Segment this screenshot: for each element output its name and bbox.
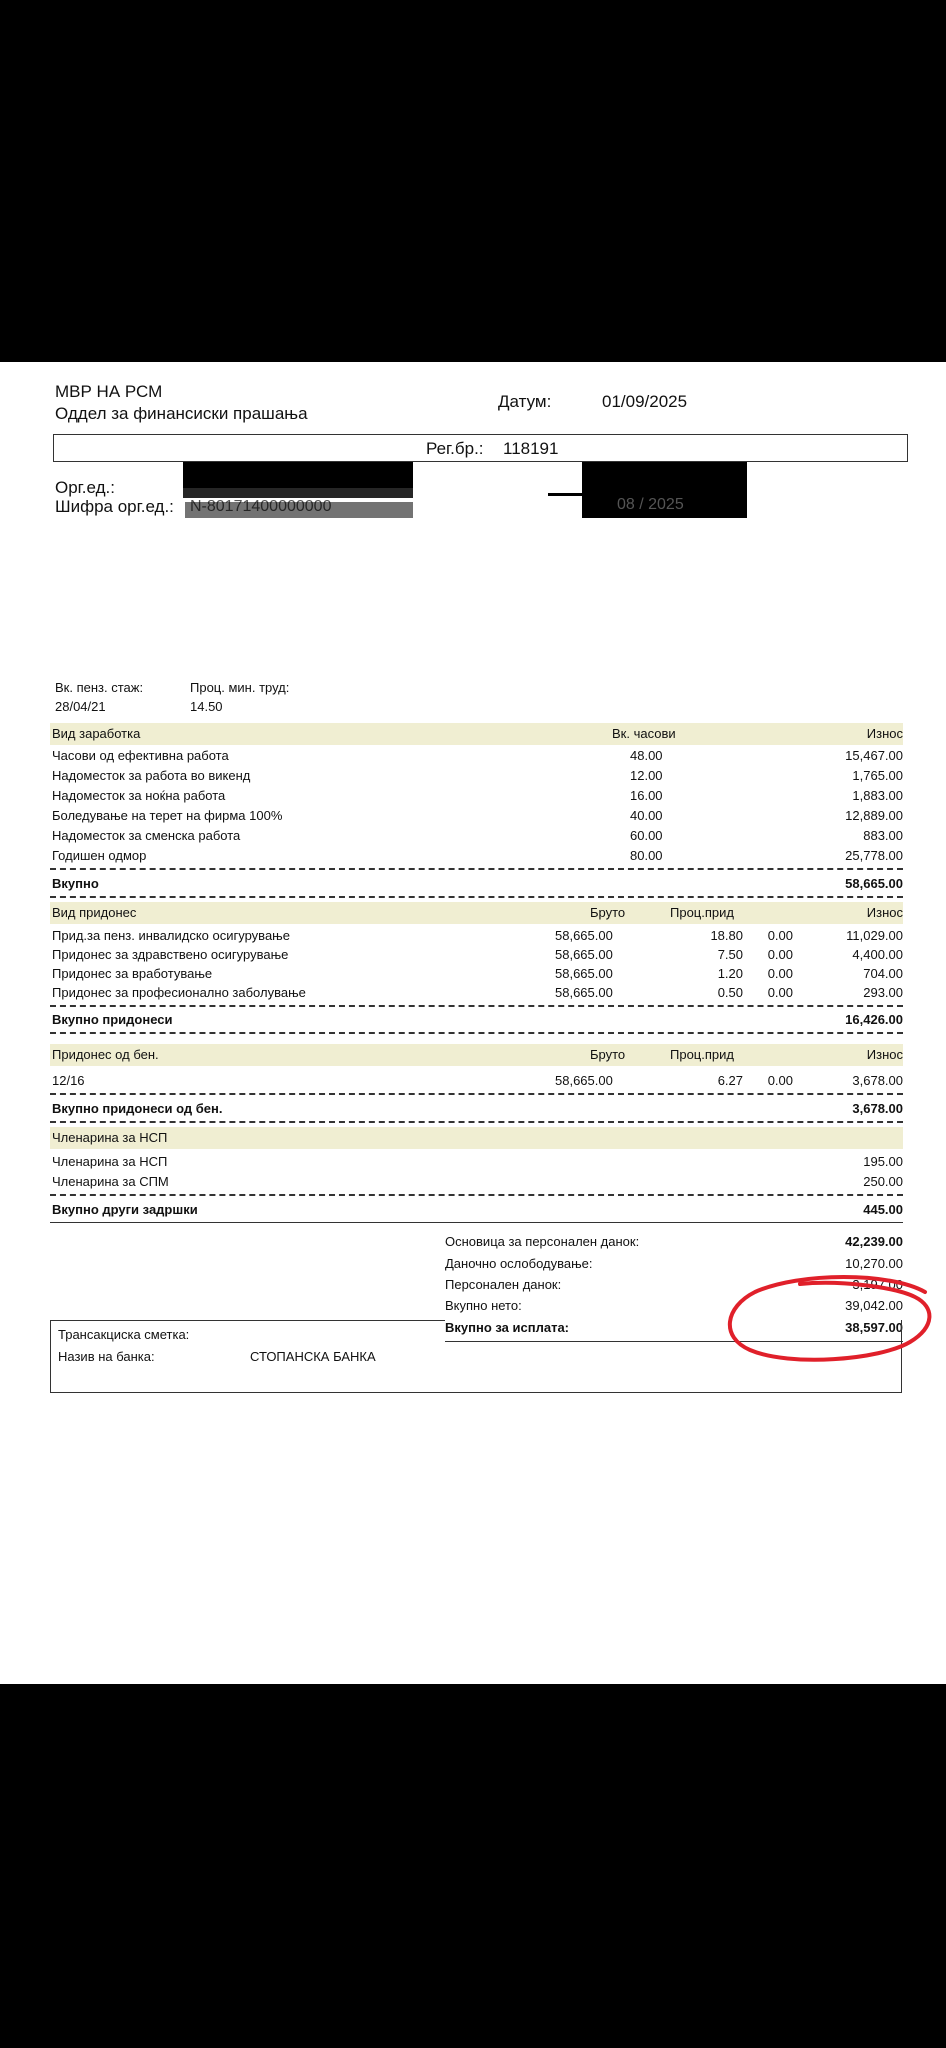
row-zero: 0.00: [767, 928, 793, 943]
table-row: [50, 808, 903, 826]
summary-value: 3,197.00: [852, 1277, 903, 1292]
col-bruto: Бруто: [590, 905, 626, 920]
col-proc: Проц.прид: [670, 905, 734, 920]
divider: [50, 868, 903, 870]
row-label: Придонес за професионално заболување: [52, 985, 306, 1000]
reg-label: Рег.бр.:: [426, 439, 484, 458]
divider: [50, 896, 903, 898]
row-zero: 0.00: [767, 985, 793, 1000]
row-label: Членарина за СПМ: [52, 1174, 169, 1189]
contributions-header-row: [50, 905, 903, 923]
total-value: 58,665.00: [845, 876, 903, 891]
summary-label: Основица за персонален данок:: [445, 1234, 640, 1249]
benefit-header-row: [50, 1047, 903, 1065]
table-row: [50, 928, 903, 946]
row-label: Надоместок за ноќна работа: [52, 788, 226, 803]
divider: [50, 1121, 903, 1123]
total-row: [50, 1012, 903, 1030]
reg-value: 118191: [503, 439, 559, 458]
table-row: [50, 985, 903, 1003]
row-label: 12/16: [52, 1073, 85, 1088]
membership-header-row: [50, 1130, 903, 1148]
org-unit-label: Орг.ед.:: [55, 478, 115, 497]
total-value: 445.00: [863, 1202, 903, 1217]
period-value: 08 / 2025: [617, 496, 684, 513]
row-amount: 704.00: [863, 966, 903, 981]
row-bruto: 58,665.00: [555, 966, 613, 981]
summary-value: 10,270.00: [845, 1256, 903, 1271]
row-amount: 12,889.00: [845, 808, 903, 823]
row-hours: 12.00: [630, 768, 663, 783]
row-proc: 1.20: [717, 966, 743, 981]
total-row: [50, 876, 903, 894]
summary-value: 42,239.00: [845, 1234, 903, 1249]
total-label: Вкупно други задршки: [52, 1202, 198, 1217]
table-row: [50, 966, 903, 984]
total-row: [50, 1202, 903, 1220]
bank-label: Назив на банка:: [58, 1349, 155, 1364]
table-row: [50, 1154, 903, 1172]
total-row: [50, 1101, 903, 1119]
summary-label: Вкупно нето:: [445, 1298, 522, 1313]
col-bruto: Бруто: [590, 1047, 626, 1062]
proc-value: 14.50: [190, 699, 223, 714]
row-hours: 16.00: [630, 788, 663, 803]
row-label: Надоместок за сменска работа: [52, 828, 241, 843]
row-label: Придонес за вработување: [52, 966, 213, 981]
row-amount: 11,029.00: [846, 928, 903, 943]
col-amount: Износ: [866, 1047, 903, 1062]
divider: [50, 1093, 903, 1095]
payslip-document: [0, 362, 946, 1684]
row-hours: 40.00: [630, 808, 663, 823]
summary-label: Даночно ослободување:: [445, 1256, 593, 1271]
row-proc: 7.50: [717, 947, 743, 962]
date-value: 01/09/2025: [602, 392, 688, 411]
row-zero: 0.00: [767, 966, 793, 981]
row-amount: 195.00: [863, 1154, 903, 1169]
summary-value: 39,042.00: [845, 1298, 903, 1313]
row-amount: 293.00: [863, 985, 903, 1000]
row-amount: 15,467.00: [845, 748, 903, 763]
row-bruto: 58,665.00: [555, 1073, 613, 1088]
col-amount: Износ: [866, 905, 903, 920]
col-amount: Износ: [866, 726, 903, 741]
row-label: Прид.за пенз. инвалидско осигурување: [52, 928, 290, 943]
table-row: [50, 848, 903, 866]
row-label: Годишен одмор: [52, 848, 147, 863]
summary-value: 38,597.00: [845, 1320, 903, 1335]
pension-value: 28/04/21: [55, 699, 106, 714]
account-label: Трансакциска сметка:: [58, 1327, 190, 1342]
row-proc: 6.27: [717, 1073, 743, 1088]
row-bruto: 58,665.00: [555, 928, 613, 943]
total-value: 16,426.00: [845, 1012, 903, 1027]
table-row: [50, 828, 903, 846]
pension-label: Вк. пенз. стаж:: [55, 680, 144, 695]
col-type: Вид заработка: [52, 726, 141, 741]
divider: [50, 1320, 445, 1321]
org-code-label: Шифра орг.ед.:: [55, 497, 174, 516]
divider: [50, 1032, 903, 1034]
redaction-block: [185, 502, 413, 518]
row-zero: 0.00: [767, 1073, 793, 1088]
table-row: [50, 947, 903, 965]
row-proc: 0.50: [717, 985, 743, 1000]
redaction-mark: [548, 493, 588, 496]
table-row: [50, 1174, 903, 1192]
summary-label: Вкупно за исплата:: [445, 1320, 570, 1335]
bank-value: СТОПАНСКА БАНКА: [250, 1349, 376, 1364]
red-circle-annotation: [720, 1262, 946, 1372]
table-row: [50, 1073, 903, 1091]
total-value: 3,678.00: [852, 1101, 903, 1116]
redaction-block: [183, 488, 413, 498]
row-amount: 1,765.00: [852, 768, 903, 783]
col-proc: Проц.прид: [670, 1047, 734, 1062]
row-bruto: 58,665.00: [555, 985, 613, 1000]
date-label: Датум:: [498, 392, 552, 411]
row-label: Боледување на терет на фирма 100%: [52, 808, 283, 823]
earnings-header-row: [50, 726, 903, 744]
row-proc: 18.80: [710, 928, 743, 943]
proc-label: Проц. мин. труд:: [190, 680, 290, 695]
redaction-block: [183, 462, 413, 488]
col-type: Вид придонес: [52, 905, 137, 920]
row-amount: 250.00: [863, 1174, 903, 1189]
col-type: Придонес од бен.: [52, 1047, 159, 1062]
row-amount: 1,883.00: [852, 788, 903, 803]
table-row: [50, 768, 903, 786]
summary-label: Персонален данок:: [445, 1277, 562, 1292]
row-hours: 60.00: [630, 828, 663, 843]
department: Оддел за финансиски прашања: [55, 404, 308, 423]
total-label: Вкупно: [52, 876, 99, 891]
total-label: Вкупно придонеси од бен.: [52, 1101, 223, 1116]
table-row: [50, 748, 903, 766]
row-label: Часови од ефективна работа: [52, 748, 229, 763]
row-amount: 4,400.00: [852, 947, 903, 962]
row-hours: 48.00: [630, 748, 663, 763]
row-label: Членарина за НСП: [52, 1154, 168, 1169]
table-row: [50, 788, 903, 806]
row-amount: 25,778.00: [845, 848, 903, 863]
row-zero: 0.00: [767, 947, 793, 962]
divider: [50, 1005, 903, 1007]
col-hours: Вк. часови: [612, 726, 676, 741]
total-label: Вкупно придонеси: [52, 1012, 173, 1027]
divider: [50, 1194, 903, 1196]
row-amount: 3,678.00: [852, 1073, 903, 1088]
org-name: МВР НА РСМ: [55, 382, 163, 401]
col-type: Членарина за НСП: [52, 1130, 168, 1145]
divider: [50, 1222, 903, 1223]
row-bruto: 58,665.00: [555, 947, 613, 962]
row-label: Придонес за здравствено осигурување: [52, 947, 289, 962]
row-hours: 80.00: [630, 848, 663, 863]
row-amount: 883.00: [863, 828, 903, 843]
row-label: Надоместок за работа во викенд: [52, 768, 251, 783]
